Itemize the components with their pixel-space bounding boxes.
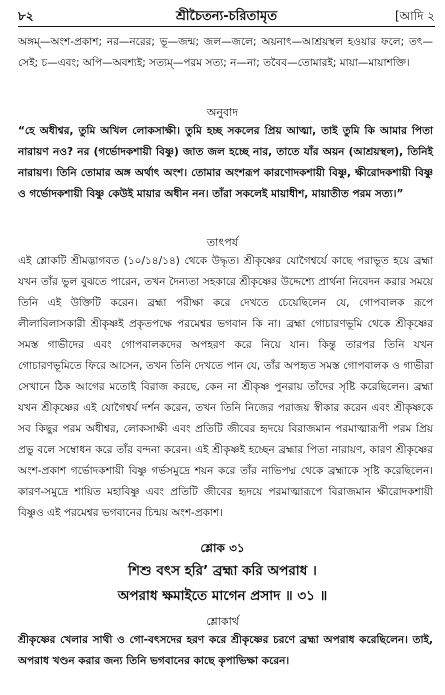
purport-text: এই শ্লোকটি শ্রীমদ্ভাগবত (১০/১৪/১৪) থেকে উদ্ধৃত। শ্রীকৃষ্ণের যোগৈশ্বর্যে কাছে পরাভূত হয়ে ব্রহ্মা যখন তাঁর ভুল বুঝতে পারেন, তখন দৈন্যতা সহকারে শ্রীকৃষ্ণের উদ্দেশ্যে প্রার্থনা নিবেদন করার সময়ে তিনি এই উক্তিটি করেন। ব্রহ্মা পরীক্ষা করে দেখতে চেয়েছিলেন যে, গোপবালক রূপে লীলাবিলাসকারী শ্রীকৃষ্ণই প্রকৃতপক্ষে পরমেশ্বর ভগবান কি না। ব্রহ্মা গোচারণভূমি থেকে শ্রীকৃষ্ণের সমস্ত গাভীদের এবং গোপবালকদের অপহরণ করে নিয়ে যান। কিন্তু তারপর তিনি যখন গোচারণভূমিতে ফিরে আসেন, তখন তিনি দেখতে পান যে, তাঁর অপহৃত সমস্ত গোপবালক ও গাভীরা সেখানে ঠিক আগের মতোই বিরাজ করছে, কেন না শ্রীকৃষ্ণ পুনরায় তাঁদের সৃষ্টি করেছিলেন। ব্রহ্মা যখন শ্রীকৃষ্ণের এই যোগৈশ্বর্য দর্শন করেন, তখন তিনি নিজের পরাজয় স্বীকার করেন এবং শ্রীকৃষ্ণকে সব কিছুর পরম অধীশ্বর, লোকসাক্ষী এবং প্রতিটি জীবের হৃদয়ে বিরাজমান পরমাত্মারূপী পরম প্রিয় প্রভু বলে সম্বোধন করে তাঁর বন্দনা করেন। এই শ্রীকৃষ্ণই হচ্ছেন ব্রহ্মার পিতা নারায়ণ, কারণ শ্রীকৃষ্ণের অংশ-প্রকাশ গর্ভোদকশায়ী বিষ্ণু গর্ভসমুদ্রে শয়ন করে তাঁর নাভিপদ্ম থেকে ব্রহ্মাকে সৃষ্টি করেছিলেন। কারণ-সমুদ্রে শায়িত মহাবিষ্ণু এবং প্রতিটি জীবের হৃদয়ে পরমাত্মারূপে বিরাজমান ক্ষীরোদকশায়ী বিষ্ণুও এই পরমেশ্বর ভগবানের চিন্ময় অংশ-প্রকাশ। <box>18 255 433 519</box>
page-number: ৮২ <box>18 9 34 23</box>
translation-block <box>18 121 433 205</box>
chapter-marker: [আদি ২ <box>394 9 435 23</box>
verse-line-1: শিশু বৎস হরি’ ব্রহ্মা করি অপরাধ । <box>128 563 317 579</box>
verse-number: শ্লোক ৩১ <box>200 541 245 555</box>
verse-translation-text: শ্রীকৃষ্ণের খেলার সাথী ও গো-বৎসদের হরণ করে শ্রীকৃষ্ণের চরণে ব্রহ্মা অপরাধ করেছিলেন। তাই, অপরাধ খণ্ডন করার জন্য তিনি ভগবানের কাছে কৃপাভিক্ষা করেন। <box>18 634 433 667</box>
book-title: শ্রীচৈতন্য-চরিতামৃত <box>175 9 278 24</box>
verse-translation-heading: শ্লোকার্থ <box>206 615 239 628</box>
word-meanings-text: অঙ্গম্—অংশ-প্রকাশ; নর—নরের; ভূ—জন্ম; জল—জলে; অয়নাৎ—আশ্রয়স্থল হওয়ার ফলে; তৎ—সেই; চ—এবং; অপি—অবশ্যই; সত্যম্—পরম সত্য; ন—না; তবৈব—তোমারই; মায়া—মায়াশক্তি। <box>18 36 433 69</box>
header-divider <box>18 26 435 27</box>
translation-text: “হে অধীশ্বর, তুমি অখিল লোকসাক্ষী। তুমি হচ্ছ সকলের প্রিয় আত্মা, তাই তুমি কি আমার পিতা নারায়ণ নও? নর (গর্ভোদকশায়ী বিষ্ণু) জাত জল হচ্ছে নার, তাতে যাঁর অয়ন (আশ্রয়স্থল), তিনিই নারায়ণ। তিনি তোমার অঙ্গ অর্থাৎ অংশ। তোমার অংশরূপ কারণোদকশায়ী বিষ্ণু, ক্ষীরোদকশায়ী বিষ্ণু ও গর্ভোদকশায়ী বিষ্ণু কেউই মায়ার অধীন নন। তাঁরা সকলেই মায়াধীশ, মায়াতীত পরম সত্য।” <box>18 125 433 200</box>
verse-line-2: অপরাধ ক্ষমাইতে মাগেন প্রসাদ ॥ ৩১ ॥ <box>117 588 328 604</box>
purport-block <box>18 251 433 524</box>
word-meanings <box>18 32 433 74</box>
verse-translation-block <box>18 630 433 672</box>
page-header <box>18 6 435 28</box>
purport-heading: তাৎপর্য <box>206 236 239 249</box>
translation-heading: অনুবাদ <box>206 106 239 119</box>
